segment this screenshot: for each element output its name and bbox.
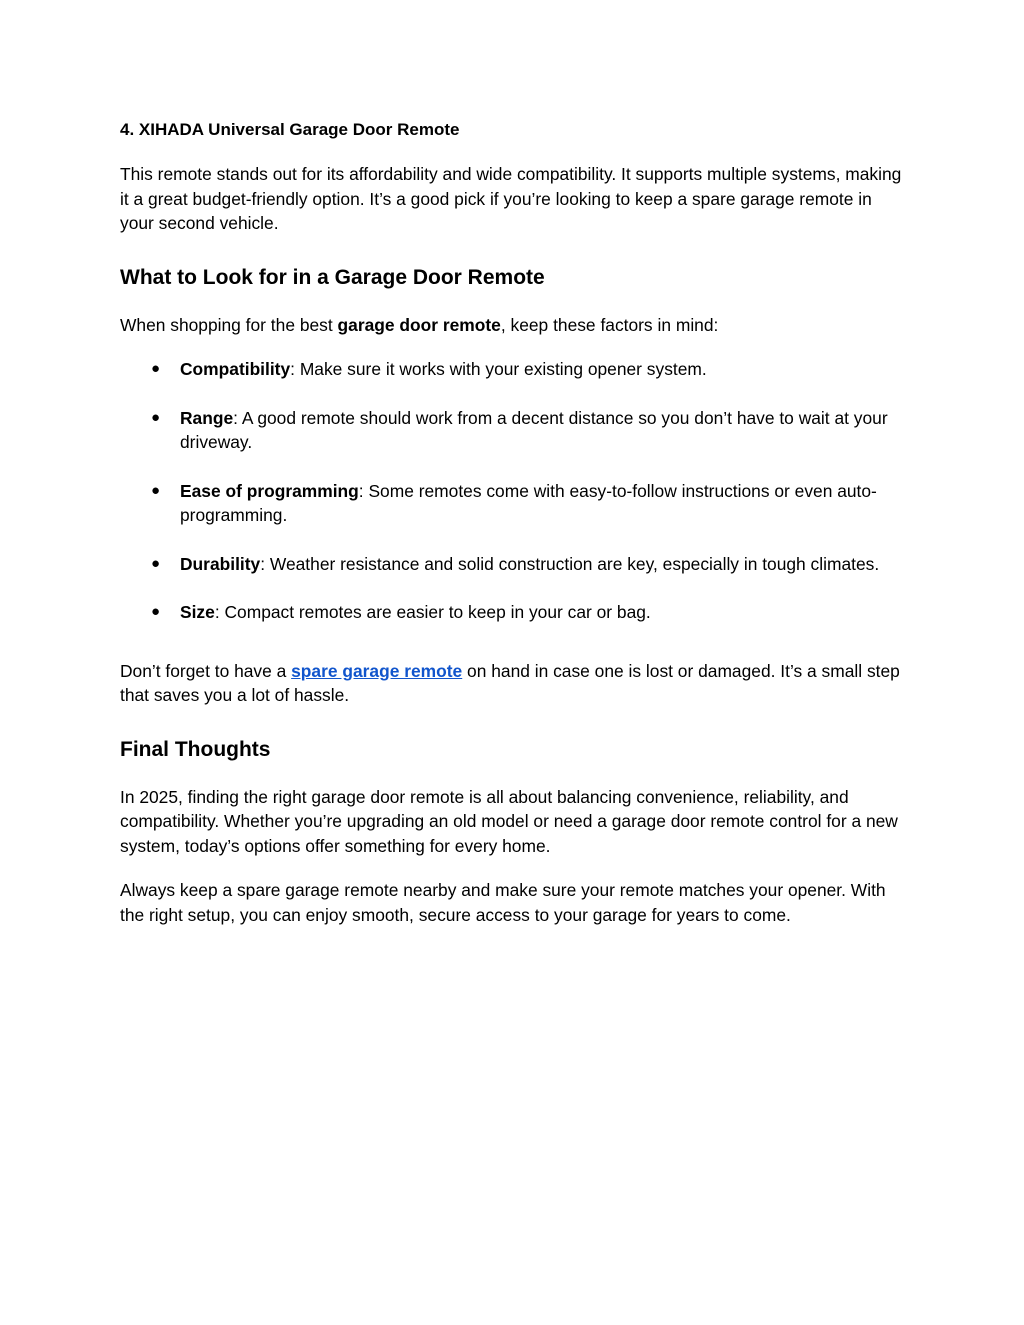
factor-text: : Compact remotes are easier to keep in your car or bag. — [214, 602, 651, 622]
factor-term: Durability — [180, 553, 261, 574]
bullet-icon: ● — [151, 554, 161, 572]
spare-remote-paragraph — [120, 659, 904, 708]
look-for-intro — [120, 313, 904, 338]
intro-text-before: When shopping for the best — [120, 314, 338, 335]
intro-text-after: , keep these factors in mind: — [500, 314, 719, 335]
factor-term: Compatibility — [180, 359, 291, 379]
factor-text: : Weather resistance and solid construction are key, especially in tough climates. — [260, 553, 880, 574]
list-item — [120, 357, 904, 382]
factors-list — [120, 357, 904, 625]
bullet-icon: ● — [151, 408, 161, 426]
list-item — [120, 600, 904, 625]
factor-term: Ease of programming — [180, 480, 359, 501]
section-4-title: 4. XIHADA Universal Garage Door Remote — [120, 120, 460, 139]
factor-text: : A good remote should work from a decent distance so you don’t have to wait at your driveway. — [180, 407, 888, 452]
final-paragraph-2: Always keep a spare garage remote nearby and make sure your remote matches your opener. With the right setup, you can enjoy smooth, secure access to your garage for years to come. — [120, 880, 886, 925]
spare-garage-remote-link[interactable]: spare garage remote — [291, 660, 463, 681]
look-for-heading: What to Look for in a Garage Door Remote — [120, 265, 545, 289]
factor-text: : Make sure it works with your existing opener system. — [290, 359, 707, 379]
list-item — [120, 552, 904, 577]
final-thoughts-heading: Final Thoughts — [120, 737, 271, 761]
document-page — [120, 118, 904, 947]
intro-bold-keyword: garage door remote — [337, 314, 501, 335]
spare-text-before: Don’t forget to have a — [120, 660, 292, 681]
bullet-icon: ● — [151, 481, 161, 499]
factor-term: Range — [180, 407, 234, 428]
bullet-icon: ● — [151, 360, 161, 377]
bullet-icon: ● — [151, 603, 161, 620]
list-item — [120, 406, 904, 455]
factor-term: Size — [180, 602, 215, 622]
factor-text: : Some remotes come with easy-to-follow instructions or even auto-programming. — [180, 480, 877, 525]
list-item — [120, 479, 904, 528]
spare-text-after: on hand in case one is lost or damaged. It’s a small step that saves you a lot of hassle. — [120, 660, 900, 705]
section-4-body: This remote stands out for its affordability and wide compatibility. It supports multiple systems, making it a great budget-friendly option. It’s a good pick if you’re looking to keep a spare garage remote in your second vehicle. — [120, 164, 902, 233]
final-paragraph-1: In 2025, finding the right garage door remote is all about balancing convenience, reliability, and compatibility. Whether you’re upgrading an old model or need a garage door remote control for a new system, today’s options offer something for every home. — [120, 786, 898, 856]
